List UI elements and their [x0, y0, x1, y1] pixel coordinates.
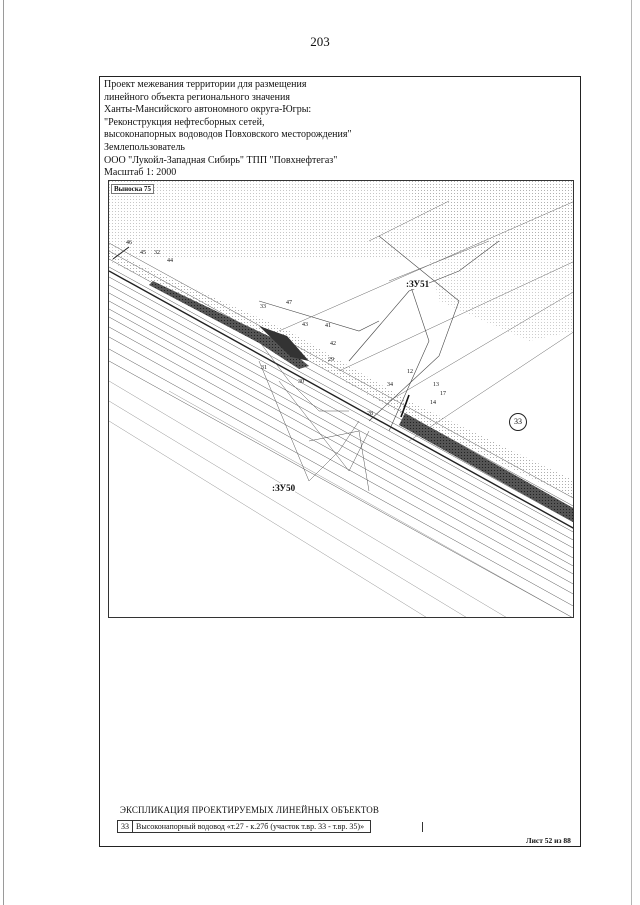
header-line: Землепользователь [104, 141, 185, 153]
legend-row [117, 820, 371, 833]
header-line: высоконапорных водоводов Повховского месторождения" [104, 129, 352, 141]
point-label: 13 [433, 382, 439, 388]
point-label: 46 [126, 240, 132, 246]
background-dot-fill [409, 181, 574, 341]
point-label: 43 [302, 322, 308, 328]
point-label: 42 [330, 341, 336, 347]
page-number: 203 [310, 34, 330, 49]
point-label: 17 [440, 391, 446, 397]
point-label: 33 [260, 304, 266, 310]
point-label: 12 [407, 369, 413, 375]
hatched-segment-left [149, 281, 309, 369]
point-label: 41 [325, 323, 331, 329]
header-line: ООО "Лукойл-Западная Сибирь" ТПП "Повхнефтегаз" [104, 154, 338, 166]
header-line: "Реконструкция нефтесборных сетей, [104, 116, 265, 128]
point-label: 47 [286, 300, 292, 306]
point-label: 14 [430, 400, 436, 406]
circled-line-number [509, 413, 527, 431]
header-line: Проект межевания территории для размещения [104, 79, 307, 90]
legend-title: ЭКСПЛИКАЦИЯ ПРОЕКТИРУЕМЫХ ЛИНЕЙНЫХ ОБЪЕКТОВ [120, 805, 380, 815]
inset-label: Выноска 75 [111, 184, 154, 194]
point-label: 45 [140, 250, 146, 256]
corridor-lines-lower [109, 381, 574, 618]
circled-line-number-text: 33 [514, 417, 522, 426]
parcel-label-zu50: :ЗУ50 [272, 483, 296, 493]
point-label: 31 [261, 365, 267, 371]
tick-mark [422, 822, 423, 832]
legend-row-number: 33 [118, 821, 133, 832]
survey-drawing [108, 180, 574, 618]
sheet-number-label: Лист 52 из 88 [526, 836, 571, 845]
point-label: 32 [154, 250, 160, 256]
header-line: Ханты-Мансийского автономного округа-Югры: [104, 104, 312, 116]
point-label: 28 [367, 411, 373, 417]
point-label: 34 [387, 382, 393, 388]
header-line: Масштаб 1: 2000 [104, 167, 177, 179]
scan-edge-left [3, 0, 4, 905]
scan-edge-right [631, 0, 632, 905]
project-header [104, 79, 352, 180]
point-label: 29 [328, 357, 334, 363]
legend-row-description: Высоконапорный водовод «т.27 - к.27б (участок т.вр. 33 - т.вр. 35)» [136, 822, 365, 831]
parcel-label-zu51: :ЗУ51 [406, 279, 430, 289]
point-label: 30 [298, 379, 304, 385]
header-line: линейного объекта регионального значения [104, 91, 290, 103]
point-label: 44 [167, 258, 173, 264]
drawing-canvas [109, 181, 574, 618]
